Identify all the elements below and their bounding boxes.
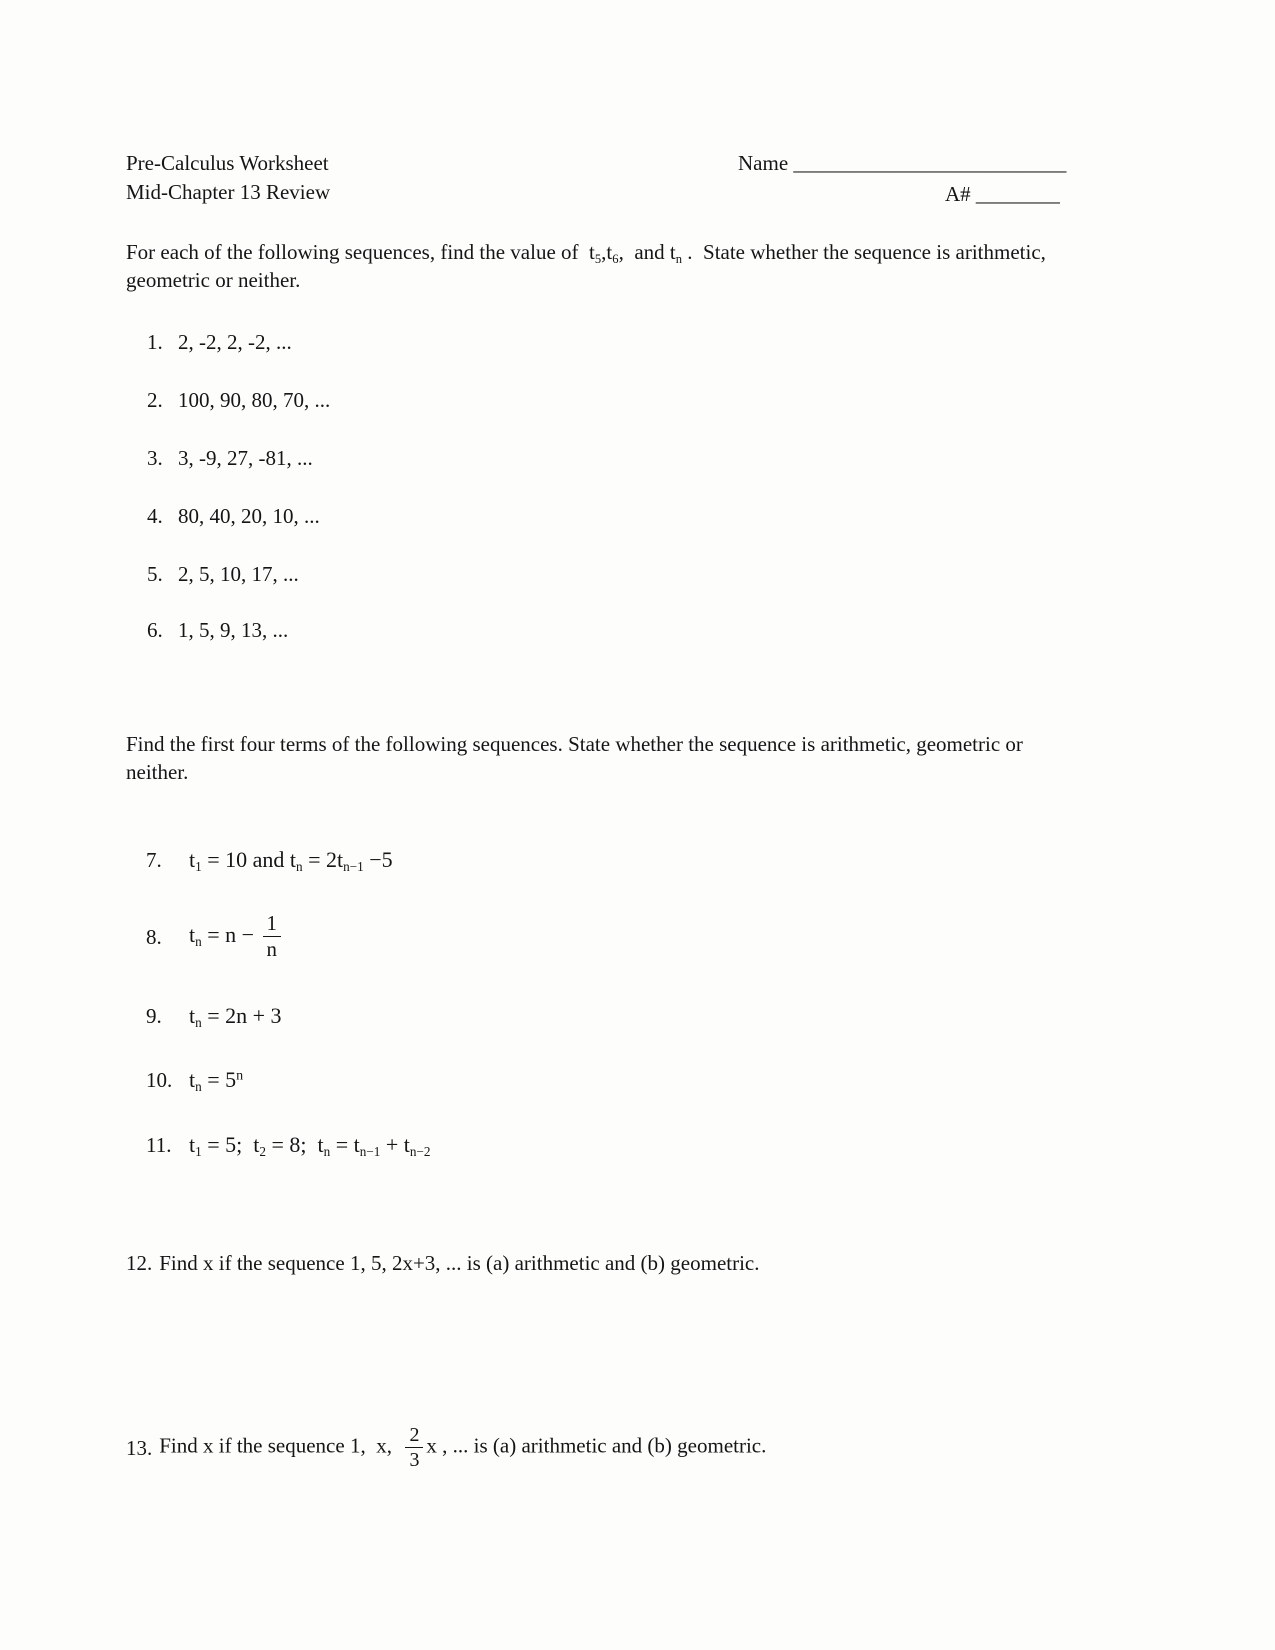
name-line: [738, 149, 1066, 177]
problem-row-11: [146, 1131, 431, 1159]
formula: $t_1 = 5$; $t_2 = 8$; $t_n = t_{n-1} + t_{n-2}$: [189, 1132, 431, 1160]
a-number-line: [945, 180, 1060, 208]
a-number-blank-line: ________: [975, 182, 1060, 206]
problem-number: 2.: [147, 388, 163, 412]
problem-row-8: [146, 912, 284, 962]
problem-row-10: [146, 1066, 243, 1094]
subscript: n: [195, 934, 202, 950]
problem-row-2: [147, 386, 330, 414]
section2-instructions: Find the first four terms of the following sequences. State whether the sequence is arithmetic, geometric or neither.: [126, 732, 1023, 784]
sequence-values: 80, 40, 20, 10, ...: [178, 504, 320, 528]
subscript: n−2: [409, 1144, 431, 1160]
problem-text: Find x if the sequence 1, x, $\frac{2}{3}$ x , ... is (a) arithmetic and (b) geometric.: [159, 1424, 767, 1472]
problem-number: 10.: [146, 1068, 173, 1092]
sequence-values: 100, 90, 80, 70, ...: [178, 388, 331, 412]
subscript: n−1: [343, 859, 364, 875]
problem-row-9: [146, 1002, 282, 1030]
problem-row-5: [147, 560, 299, 588]
subscript: n: [195, 1015, 202, 1031]
subscript: n: [195, 1079, 202, 1095]
problem-row-7: [146, 846, 393, 874]
problem-number: 6.: [147, 618, 163, 642]
section1-instructions: For each of the following sequences, find the value of $t_5,t_6$, and $t_n$ . State whether the sequence is arithmetic, geometric or neither.: [126, 240, 1052, 292]
subscript: n: [296, 859, 303, 875]
problem-row-12: [126, 1249, 760, 1277]
subscript: 1: [195, 859, 202, 875]
problem-text: Find x if the sequence 1, 5, 2x+3, ... is (a) arithmetic and (b) geometric.: [159, 1251, 760, 1275]
sequence-values: 2, 5, 10, 17, ...: [178, 562, 299, 586]
subscript: n−1: [359, 1144, 381, 1160]
a-number-label: A#: [945, 182, 971, 206]
formula: $t_n = n$ − $\frac{1}{n}$: [189, 912, 284, 962]
sequence-values: 1, 5, 9, 13, ...: [178, 618, 289, 642]
formula: $t_1 = 10$ and $t_n = 2t_{n-1} -5$: [189, 847, 393, 875]
fraction: $\frac{2}{3}$: [405, 1424, 423, 1472]
worksheet-title: Pre-Calculus Worksheet: [126, 151, 329, 175]
problem-number: 13.: [126, 1435, 153, 1460]
problem-number: 4.: [147, 504, 163, 528]
name-blank-line: __________________________: [793, 151, 1067, 175]
problem-number: 8.: [146, 924, 162, 949]
problem-row-1: [147, 328, 292, 356]
subscript: 6: [612, 252, 619, 267]
subscript: n: [675, 252, 683, 267]
worksheet-subtitle: Mid-Chapter 13 Review: [126, 180, 331, 204]
problem-row-4: [147, 502, 320, 530]
sequence-values: 2, -2, 2, -2, ...: [178, 330, 292, 354]
problem-number: 5.: [147, 562, 163, 586]
problem-row-3: [147, 444, 313, 472]
superscript: n: [236, 1067, 244, 1084]
name-label: Name: [738, 151, 789, 175]
formula: $t_n = 2n + 3$: [189, 1003, 282, 1031]
problem-row-6: [147, 616, 288, 644]
problem-number: 7.: [146, 848, 162, 872]
fraction: $\frac{1}{n}$: [263, 912, 281, 962]
subscript: 1: [195, 1144, 202, 1160]
subscript: 2: [259, 1144, 266, 1160]
formula: $t_n = 5^n$: [189, 1067, 244, 1095]
problem-number: 9.: [146, 1004, 162, 1028]
problem-number: 11.: [146, 1133, 172, 1157]
problem-number: 3.: [147, 446, 163, 470]
problem-row-13: [126, 1424, 766, 1472]
subscript: 5: [594, 252, 602, 267]
sequence-values: 3, -9, 27, -81, ...: [178, 446, 313, 470]
problem-number: 1.: [147, 330, 163, 354]
problem-number: 12.: [126, 1251, 153, 1275]
subscript: n: [323, 1144, 331, 1160]
